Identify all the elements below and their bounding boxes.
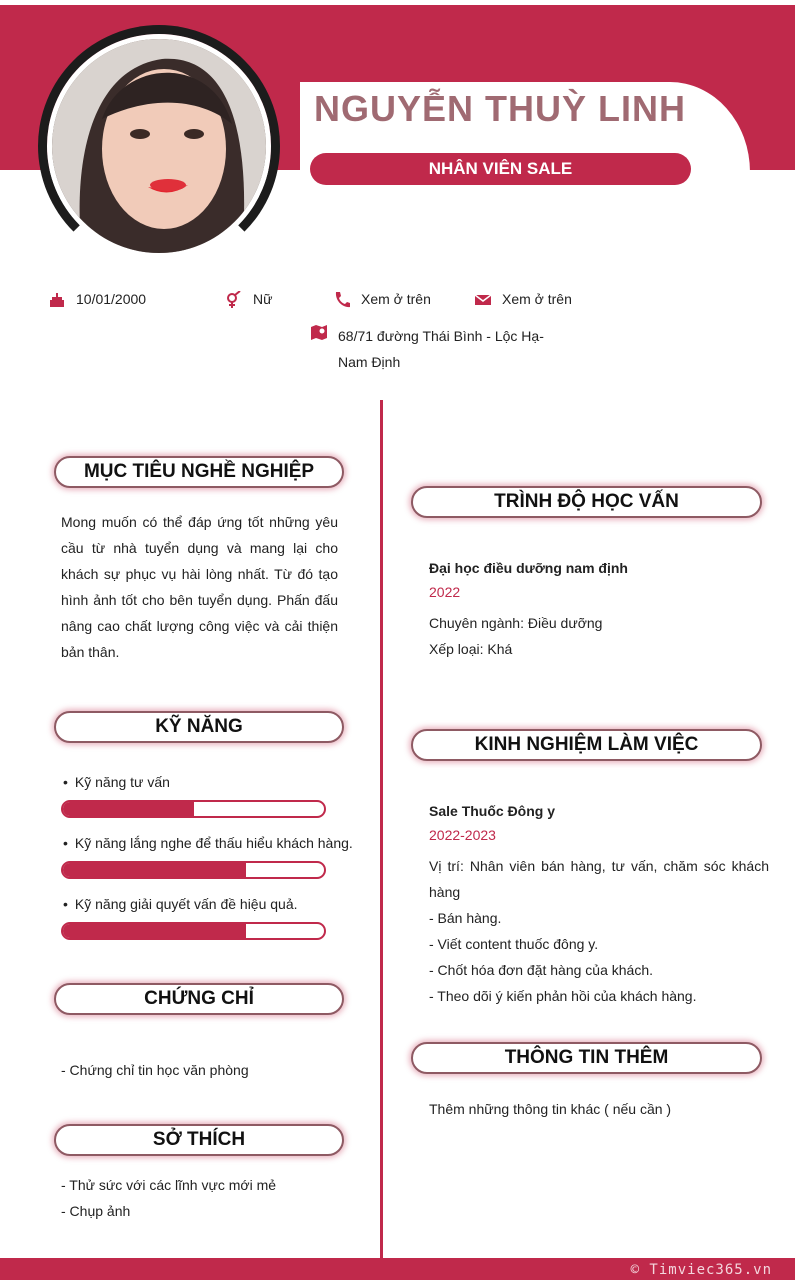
- cake-icon: [48, 291, 66, 309]
- map-pin-icon: [310, 323, 328, 341]
- skill-bar-fill: [63, 802, 194, 816]
- skill-label: • Kỹ năng tư vấn: [63, 774, 170, 790]
- column-divider: [380, 400, 383, 1258]
- skill-bar: [61, 800, 326, 818]
- education-heading: TRÌNH ĐỘ HỌC VẤN: [411, 486, 762, 518]
- email-info: [474, 291, 572, 309]
- experience-role: Vị trí: Nhân viên bán hàng, tư vấn, chăm sóc khách hàng: [429, 858, 769, 900]
- watermark: © Timviec365.vn: [630, 1262, 772, 1278]
- education-major: Chuyên ngành: Điều dưỡng: [429, 615, 603, 631]
- experience-heading: KINH NGHIỆM LÀM VIỆC: [411, 729, 762, 761]
- experience-task: - Theo dõi ý kiến phản hồi của khách hàng.: [429, 988, 697, 1004]
- birthday-info: [48, 291, 146, 309]
- objective-text: Mong muốn có thể đáp ứng tốt những yêu cầu từ nhà tuyển dụng và mang lại cho khách sự phục vụ hài lòng nhất. Từ đó tạo hình ảnh tốt cho bên tuyển dụng. Phấn đấu nâng cao chất lượng công việc và cải thiện bản thân.: [61, 514, 338, 660]
- experience-period: 2022-2023: [429, 827, 496, 843]
- job-title-badge: NHÂN VIÊN SALE: [310, 153, 691, 185]
- experience-task: - Chốt hóa đơn đặt hàng của khách.: [429, 962, 653, 978]
- phone-info: [333, 291, 431, 309]
- hobby-item: - Chụp ảnh: [61, 1203, 131, 1219]
- education-grade: Xếp loại: Khá: [429, 641, 513, 657]
- experience-task: - Viết content thuốc đông y.: [429, 936, 599, 952]
- skill-bar-fill: [63, 863, 246, 877]
- skill-bar: [61, 861, 326, 879]
- extra-info-text: Thêm những thông tin khác ( nếu cần ): [429, 1101, 672, 1117]
- address-info: [310, 323, 568, 375]
- education-year: 2022: [429, 584, 461, 600]
- skills-heading: KỸ NĂNG: [54, 711, 344, 743]
- hobbies-heading: SỞ THÍCH: [54, 1124, 344, 1156]
- candidate-name: NGUYỄN THUỲ LINH: [313, 88, 686, 129]
- extra-info-heading: THÔNG TIN THÊM: [411, 1042, 762, 1074]
- gender-value: Nữ: [253, 291, 273, 307]
- education-school: Đại học điều dưỡng nam định: [429, 560, 628, 576]
- birthday-value: 10/01/2000: [76, 291, 147, 307]
- phone-icon: [333, 291, 351, 309]
- address-value: 68/71 đường Thái Bình - Lộc Hạ- Nam Định: [338, 328, 544, 370]
- skill-bar: [61, 922, 326, 940]
- hobby-item: - Thử sức với các lĩnh vực mới mẻ: [61, 1177, 277, 1193]
- objective-heading: MỤC TIÊU NGHỀ NGHIỆP: [54, 456, 344, 488]
- skill-bar-fill: [63, 924, 246, 938]
- email-value: Xem ở trên: [502, 291, 572, 307]
- gender-icon: [225, 291, 243, 309]
- experience-company: Sale Thuốc Đông y: [429, 803, 556, 819]
- gender-info: [225, 291, 272, 309]
- mail-icon: [474, 291, 492, 309]
- skill-label: • Kỹ năng lắng nghe để thấu hiểu khách hàng.: [63, 835, 353, 851]
- certificates-heading: CHỨNG CHỈ: [54, 983, 344, 1015]
- experience-task: - Bán hàng.: [429, 910, 502, 926]
- avatar: [52, 39, 266, 253]
- skill-label: • Kỹ năng giải quyết vấn đề hiệu quả.: [63, 896, 298, 912]
- certificate-item: - Chứng chỉ tin học văn phòng: [61, 1062, 249, 1078]
- phone-value: Xem ở trên: [361, 291, 431, 307]
